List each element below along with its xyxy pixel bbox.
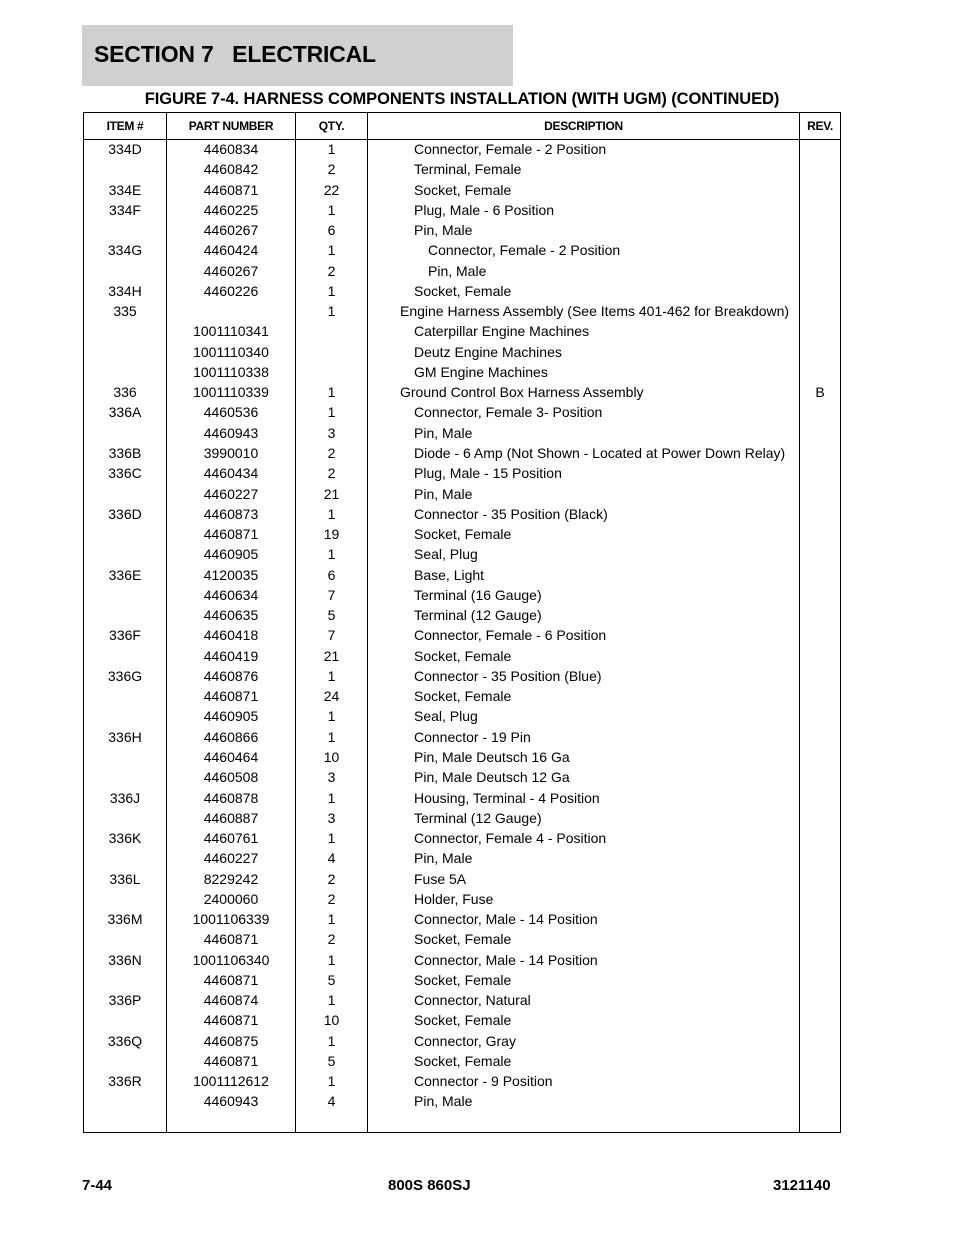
table-row <box>84 747 840 767</box>
description: Terminal (16 Gauge) <box>414 586 542 603</box>
item-number: 336Q <box>107 1032 143 1049</box>
description: Pin, Male <box>414 1093 473 1110</box>
description: Diode - 6 Amp (Not Shown - Located at Power Down Relay) <box>414 444 786 461</box>
description: Socket, Female <box>414 181 512 198</box>
part-number: 1001106340 <box>192 951 270 968</box>
description: Socket, Female <box>414 647 512 664</box>
table-row <box>84 443 840 463</box>
part-number: 4460761 <box>203 830 259 847</box>
quantity: 1 <box>327 404 336 421</box>
table-row <box>84 646 840 666</box>
part-number: 4460871 <box>203 1012 259 1029</box>
item-number: 335 <box>113 303 137 320</box>
document-number: 3121140 <box>773 1177 831 1194</box>
description: Seal, Plug <box>414 708 478 725</box>
description: Pin, Male <box>428 262 487 279</box>
part-number: 4460905 <box>203 708 259 725</box>
part-number: 1001106339 <box>192 911 270 928</box>
table-row <box>84 788 840 808</box>
table-row <box>84 625 840 645</box>
quantity: 1 <box>327 384 336 401</box>
description: Socket, Female <box>414 931 512 948</box>
quantity: 7 <box>327 627 336 644</box>
quantity: 1 <box>327 1073 336 1090</box>
table-row <box>84 484 840 504</box>
item-number: 336L <box>109 870 141 887</box>
description: Seal, Plug <box>414 546 478 563</box>
table-row <box>84 281 840 301</box>
description: Terminal (12 Gauge) <box>414 607 542 624</box>
description: Connector, Male - 14 Position <box>414 951 598 968</box>
table-row <box>84 1051 840 1071</box>
description: Plug, Male - 15 Position <box>414 465 562 482</box>
part-number: 4460227 <box>203 485 259 502</box>
header-description: DESCRIPTION <box>544 119 623 133</box>
table-row <box>84 565 840 585</box>
quantity: 7 <box>327 586 336 603</box>
part-number: 4460871 <box>203 526 259 543</box>
table-row <box>84 402 840 422</box>
description: Connector, Female 4 - Position <box>414 830 607 847</box>
quantity: 3 <box>327 769 336 786</box>
quantity: 6 <box>327 222 336 239</box>
quantity: 1 <box>327 667 336 684</box>
part-number: 4460434 <box>203 465 259 482</box>
table-row <box>84 848 840 868</box>
description: Pin, Male <box>414 850 473 867</box>
header-item: ITEM # <box>106 119 144 133</box>
description: Socket, Female <box>414 1052 512 1069</box>
description: Pin, Male <box>414 485 473 502</box>
part-number: 4460419 <box>203 647 259 664</box>
table-row <box>84 301 840 321</box>
table-row <box>84 342 840 362</box>
table-row <box>84 970 840 990</box>
part-number: 4460875 <box>203 1032 259 1049</box>
quantity: 1 <box>327 505 336 522</box>
table-row <box>84 1010 840 1030</box>
section-header <box>82 25 513 86</box>
quantity: 1 <box>327 282 336 299</box>
part-number: 4460876 <box>203 667 259 684</box>
item-number: 336P <box>108 992 142 1009</box>
table-row <box>84 727 840 747</box>
part-number: 1001110340 <box>193 343 269 360</box>
quantity: 4 <box>327 850 336 867</box>
quantity: 1 <box>327 728 336 745</box>
table-row <box>84 909 840 929</box>
description: Caterpillar Engine Machines <box>414 323 590 340</box>
quantity: 1 <box>327 911 336 928</box>
item-number: 336C <box>108 465 142 482</box>
description: Holder, Fuse <box>414 890 494 907</box>
description: Terminal (12 Gauge) <box>414 809 542 826</box>
description: Ground Control Box Harness Assembly <box>400 384 644 401</box>
description: Terminal, Female <box>414 161 522 178</box>
page-number: 7-44 <box>82 1177 113 1194</box>
description: Pin, Male Deutsch 16 Ga <box>414 748 570 765</box>
table-row <box>84 463 840 483</box>
table-row <box>84 686 840 706</box>
table-row <box>84 666 840 686</box>
part-number: 1001110339 <box>193 384 269 401</box>
part-number: 4460887 <box>203 809 259 826</box>
item-number: 336D <box>108 505 142 522</box>
item-number: 336M <box>107 911 143 928</box>
quantity: 1 <box>327 992 336 1009</box>
part-number: 4460424 <box>203 242 259 259</box>
description: Socket, Female <box>414 526 512 543</box>
quantity: 1 <box>327 951 336 968</box>
part-number: 1001110338 <box>193 363 269 380</box>
part-number: 4460226 <box>203 282 259 299</box>
description: Connector, Female - 2 Position <box>414 141 607 157</box>
table-row <box>84 504 840 524</box>
item-number: 336H <box>108 728 142 745</box>
part-number: 4460464 <box>203 748 259 765</box>
part-number: 4460871 <box>203 181 259 198</box>
item-number: 336F <box>109 627 141 644</box>
table-row <box>84 139 840 159</box>
description: Connector, Male - 14 Position <box>414 911 598 928</box>
part-number: 4460943 <box>203 424 259 441</box>
part-number: 4460878 <box>203 789 259 806</box>
model-number: 800S 860SJ <box>388 1177 471 1194</box>
table-row <box>84 382 840 402</box>
quantity: 21 <box>323 485 340 502</box>
quantity: 21 <box>323 647 340 664</box>
part-number: 4460834 <box>203 141 259 157</box>
description: Socket, Female <box>414 688 512 705</box>
quantity: 5 <box>327 971 336 988</box>
quantity: 10 <box>323 748 340 765</box>
description: Socket, Female <box>414 971 512 988</box>
table-row <box>84 950 840 970</box>
quantity: 1 <box>327 830 336 847</box>
quantity: 1 <box>327 141 336 157</box>
quantity: 22 <box>323 181 340 198</box>
table-row <box>84 362 840 382</box>
part-number: 3990010 <box>203 444 259 461</box>
quantity: 2 <box>327 870 336 887</box>
description: Base, Light <box>414 566 485 583</box>
quantity: 10 <box>323 1012 340 1029</box>
part-number: 4120035 <box>203 566 259 583</box>
table-row <box>84 159 840 179</box>
table-row <box>84 929 840 949</box>
quantity: 1 <box>327 303 336 320</box>
quantity: 2 <box>327 161 336 178</box>
table-row <box>84 544 840 564</box>
quantity: 1 <box>327 1032 336 1049</box>
description: Connector, Female - 2 Position <box>428 242 621 259</box>
item-number: 336B <box>108 444 142 461</box>
item-number: 336E <box>108 566 142 583</box>
table-row <box>84 524 840 544</box>
table-row <box>84 321 840 341</box>
item-number: 334D <box>108 141 142 157</box>
part-number: 4460536 <box>203 404 259 421</box>
part-number: 4460227 <box>203 850 259 867</box>
table-row <box>84 1071 840 1091</box>
table-row <box>84 200 840 220</box>
table-row <box>84 808 840 828</box>
quantity: 2 <box>327 262 336 279</box>
part-number: 4460874 <box>203 992 259 1009</box>
part-number: 4460267 <box>203 262 259 279</box>
quantity: 1 <box>327 708 336 725</box>
quantity: 19 <box>323 526 340 543</box>
part-number: 4460508 <box>203 769 259 786</box>
part-number: 2400060 <box>203 890 259 907</box>
part-number: 4460871 <box>203 688 259 705</box>
description: Connector - 35 Position (Black) <box>414 505 608 522</box>
quantity: 2 <box>327 444 336 461</box>
item-number: 334E <box>108 181 142 198</box>
part-number: 4460267 <box>203 222 259 239</box>
description: Pin, Male <box>414 424 473 441</box>
item-number: 336R <box>108 1073 142 1090</box>
table-row <box>84 767 840 787</box>
part-number: 4460943 <box>203 1093 259 1110</box>
section-title: SECTION 7 ELECTRICAL <box>94 41 376 67</box>
quantity: 1 <box>327 789 336 806</box>
table-row <box>84 585 840 605</box>
description: Socket, Female <box>414 1012 512 1029</box>
header-rev: REV. <box>807 119 833 133</box>
part-number: 4460634 <box>203 586 259 603</box>
item-number: 336G <box>107 667 143 684</box>
table-row <box>84 706 840 726</box>
part-number: 4460842 <box>203 161 259 178</box>
description: Connector, Female 3- Position <box>414 404 603 421</box>
description: Housing, Terminal - 4 Position <box>414 789 600 806</box>
part-number: 1001112612 <box>193 1073 269 1090</box>
description: Connector - 9 Position <box>414 1073 553 1090</box>
description: Connector - 35 Position (Blue) <box>414 667 602 684</box>
item-number: 336A <box>108 404 142 421</box>
item-number: 336J <box>109 789 141 806</box>
table-row <box>84 423 840 443</box>
part-number: 4460873 <box>203 505 259 522</box>
part-number: 4460871 <box>203 971 259 988</box>
table-row <box>84 261 840 281</box>
part-number: 8229242 <box>203 870 259 887</box>
figure-title: FIGURE 7-4. HARNESS COMPONENTS INSTALLATION (WITH UGM) (CONTINUED) <box>144 90 780 108</box>
description: Pin, Male <box>414 222 473 239</box>
table-row <box>84 990 840 1010</box>
item-number: 334H <box>108 282 142 299</box>
quantity: 5 <box>327 607 336 624</box>
quantity: 5 <box>327 1052 336 1069</box>
item-number: 334F <box>109 201 141 218</box>
quantity: 1 <box>327 201 336 218</box>
part-number: 4460418 <box>203 627 259 644</box>
table-row <box>84 1031 840 1051</box>
table-row <box>84 605 840 625</box>
item-number: 336K <box>108 830 142 847</box>
part-number: 4460905 <box>203 546 259 563</box>
revision: B <box>815 384 825 401</box>
part-number: 4460871 <box>203 931 259 948</box>
table-row <box>84 828 840 848</box>
part-number: 4460635 <box>203 607 259 624</box>
header-part-number: PART NUMBER <box>188 119 274 133</box>
description: Deutz Engine Machines <box>414 343 562 360</box>
part-number: 4460225 <box>203 201 259 218</box>
description: Connector - 19 Pin <box>414 728 531 745</box>
table-row <box>84 869 840 889</box>
description: Socket, Female <box>414 282 512 299</box>
table-row <box>84 1091 840 1111</box>
quantity: 3 <box>327 424 336 441</box>
item-number: 334G <box>107 242 143 259</box>
description: Fuse 5A <box>414 870 467 887</box>
part-number: 1001110341 <box>193 323 269 340</box>
description: Connector, Natural <box>414 992 531 1009</box>
quantity: 1 <box>327 242 336 259</box>
header-qty: QTY. <box>318 119 345 133</box>
description: GM Engine Machines <box>414 363 548 380</box>
quantity: 1 <box>327 546 336 563</box>
table-row <box>84 220 840 240</box>
quantity: 6 <box>327 566 336 583</box>
quantity: 4 <box>327 1093 336 1110</box>
table-row <box>84 240 840 260</box>
quantity: 24 <box>323 688 340 705</box>
quantity: 2 <box>327 465 336 482</box>
item-number: 336 <box>113 384 137 401</box>
description: Plug, Male - 6 Position <box>414 201 555 218</box>
description: Engine Harness Assembly (See Items 401-462 for Breakdown) <box>400 303 790 320</box>
table-row <box>84 180 840 200</box>
description: Connector, Female - 6 Position <box>414 627 607 644</box>
table-body <box>84 139 840 1112</box>
table-row <box>84 889 840 909</box>
quantity: 2 <box>327 931 336 948</box>
description: Connector, Gray <box>414 1032 516 1049</box>
quantity: 3 <box>327 809 336 826</box>
description: Pin, Male Deutsch 12 Ga <box>414 769 570 786</box>
part-number: 4460871 <box>203 1052 259 1069</box>
parts-table <box>83 112 841 1133</box>
part-number: 4460866 <box>203 728 259 745</box>
quantity: 2 <box>327 890 336 907</box>
item-number: 336N <box>108 951 142 968</box>
